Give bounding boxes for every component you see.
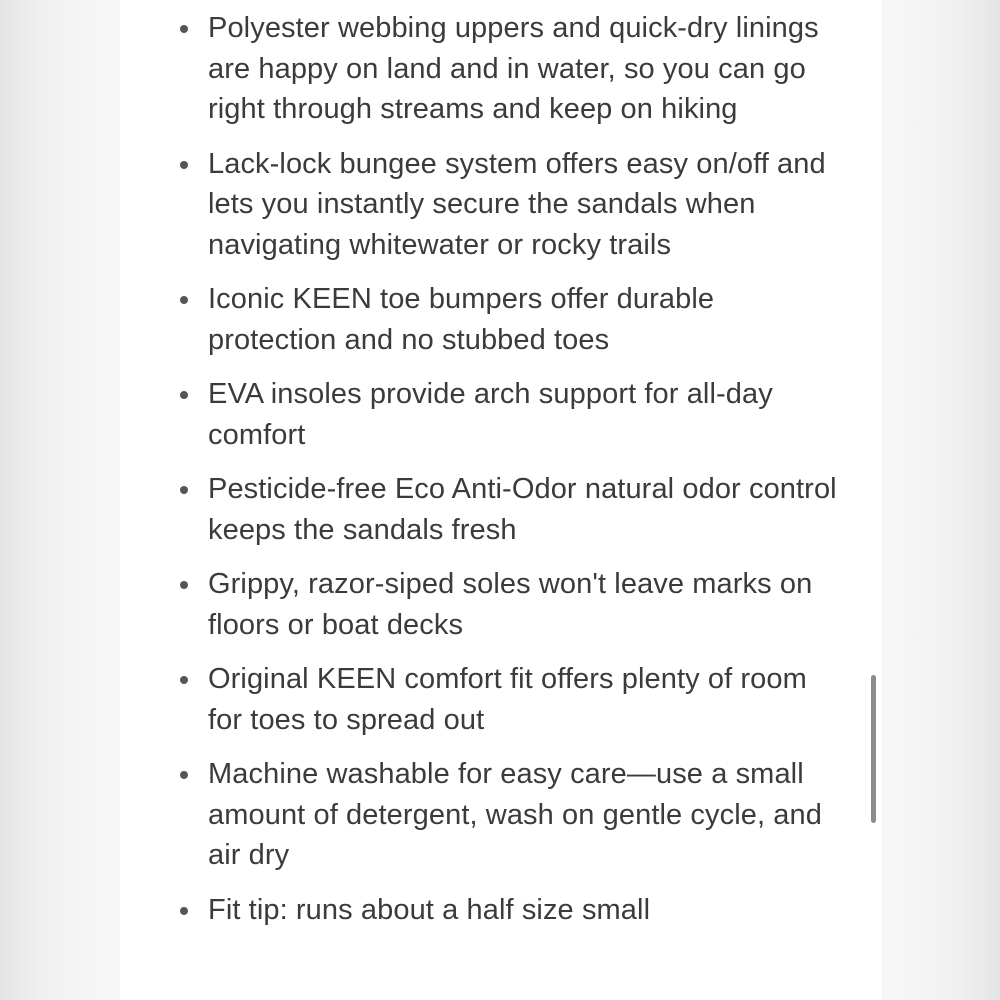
feature-text: Pesticide-free Eco Anti-Odor natural odor control keeps the sandals fresh xyxy=(208,473,837,546)
feature-text: Iconic KEEN toe bumpers offer durable protection and no stubbed toes xyxy=(208,283,715,356)
feature-text: Polyester webbing uppers and quick-dry linings are happy on land and in water, so you can go right through streams and keep on hiking xyxy=(208,12,819,125)
feature-item xyxy=(208,279,848,360)
feature-text: Machine washable for easy care—use a small amount of detergent, wash on gentle cycle, and air dry xyxy=(208,758,822,871)
feature-item xyxy=(208,374,848,455)
feature-text: Fit tip: runs about a half size small xyxy=(208,893,651,926)
feature-item xyxy=(208,564,848,645)
feature-text: EVA insoles provide arch support for all-day comfort xyxy=(208,378,773,451)
feature-item xyxy=(208,8,848,130)
bullet-icon xyxy=(180,391,188,399)
bullet-icon xyxy=(180,581,188,589)
feature-text: Original KEEN comfort fit offers plenty of room for toes to spread out xyxy=(208,663,807,736)
feature-item xyxy=(208,890,848,931)
feature-list xyxy=(208,8,848,944)
feature-text: Lack-lock bungee system offers easy on/off and lets you instantly secure the sandals when navigating whitewater or rocky trails xyxy=(208,147,826,261)
feature-item xyxy=(208,469,848,550)
feature-item xyxy=(208,659,848,740)
bullet-icon xyxy=(180,486,188,494)
bullet-icon xyxy=(180,296,188,304)
scrollbar-thumb[interactable] xyxy=(871,675,876,823)
bullet-icon xyxy=(180,676,188,684)
feature-item xyxy=(208,754,848,876)
bullet-icon xyxy=(180,771,188,779)
bullet-icon xyxy=(180,25,188,33)
bullet-icon xyxy=(180,161,188,169)
feature-text: Grippy, razor-siped soles won't leave marks on floors or boat decks xyxy=(208,568,813,641)
product-description-panel xyxy=(120,0,882,1000)
bullet-icon xyxy=(180,907,188,915)
feature-item xyxy=(208,144,848,266)
